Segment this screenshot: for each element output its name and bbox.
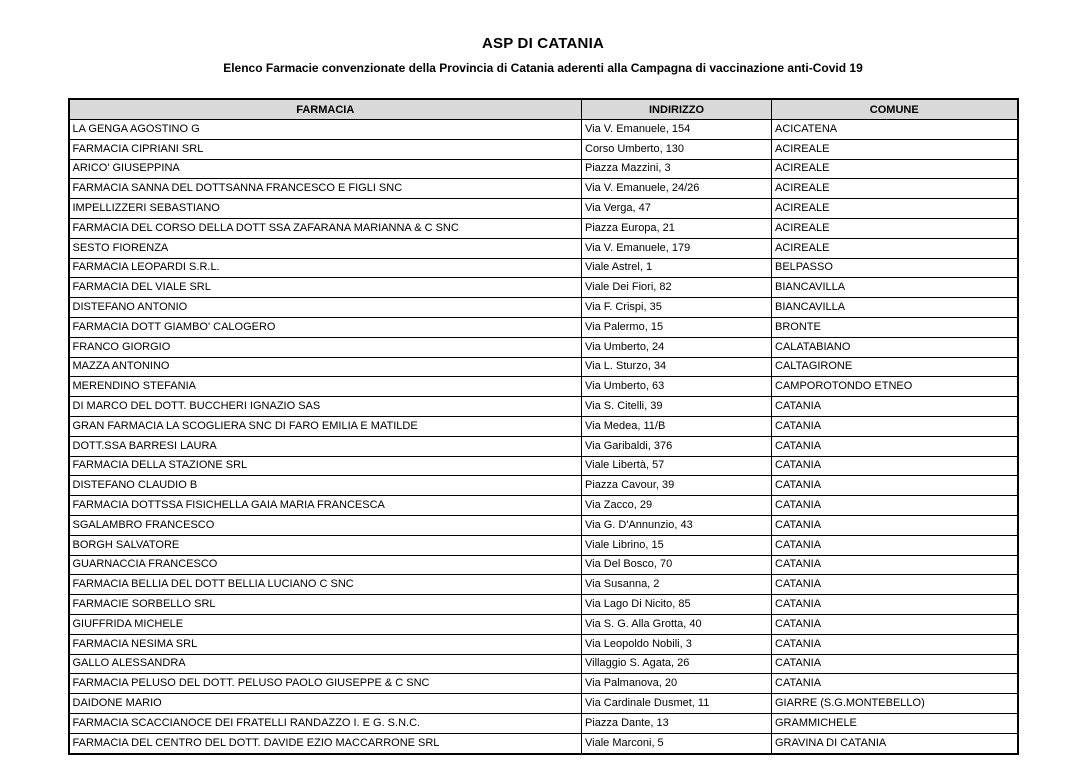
cell-indirizzo: Via S. G. Alla Grotta, 40 bbox=[582, 614, 772, 634]
cell-indirizzo: Via Del Bosco, 70 bbox=[582, 555, 772, 575]
cell-farmacia: GRAN FARMACIA LA SCOGLIERA SNC DI FARO EMILIA E MATILDE bbox=[69, 416, 582, 436]
cell-farmacia: FARMACIA DOTTSSA FISICHELLA GAIA MARIA FRANCESCA bbox=[69, 496, 582, 516]
cell-farmacia: GALLO ALESSANDRA bbox=[69, 654, 582, 674]
table-row bbox=[69, 515, 1018, 535]
table-row bbox=[69, 238, 1018, 258]
table-row bbox=[69, 634, 1018, 654]
cell-farmacia: FARMACIA DEL CORSO DELLA DOTT SSA ZAFARANA MARIANNA & C SNC bbox=[69, 218, 582, 238]
cell-farmacia: DISTEFANO CLAUDIO B bbox=[69, 476, 582, 496]
cell-indirizzo: Viale Librino, 15 bbox=[582, 535, 772, 555]
table-row bbox=[69, 377, 1018, 397]
cell-comune: ACIREALE bbox=[772, 159, 1018, 179]
cell-indirizzo: Via Palermo, 15 bbox=[582, 317, 772, 337]
cell-comune: GRAMMICHELE bbox=[772, 713, 1018, 733]
cell-farmacia: SGALAMBRO FRANCESCO bbox=[69, 515, 582, 535]
pharmacy-table-header bbox=[69, 99, 1018, 120]
cell-comune: CATANIA bbox=[772, 397, 1018, 417]
cell-comune: BRONTE bbox=[772, 317, 1018, 337]
header-row bbox=[69, 99, 1018, 120]
cell-indirizzo: Via Lago Di Nicito, 85 bbox=[582, 595, 772, 615]
cell-farmacia: BORGH SALVATORE bbox=[69, 535, 582, 555]
table-row bbox=[69, 654, 1018, 674]
cell-comune: BELPASSO bbox=[772, 258, 1018, 278]
cell-farmacia: MAZZA ANTONINO bbox=[69, 357, 582, 377]
cell-farmacia: DISTEFANO ANTONIO bbox=[69, 298, 582, 318]
cell-indirizzo: Via Umberto, 63 bbox=[582, 377, 772, 397]
cell-farmacia: FARMACIA SANNA DEL DOTTSANNA FRANCESCO E FIGLI SNC bbox=[69, 179, 582, 199]
cell-farmacia: FARMACIA CIPRIANI SRL bbox=[69, 139, 582, 159]
cell-indirizzo: Via L. Sturzo, 34 bbox=[582, 357, 772, 377]
cell-farmacia: DOTT.SSA BARRESI LAURA bbox=[69, 436, 582, 456]
cell-farmacia: SESTO FIORENZA bbox=[69, 238, 582, 258]
pharmacy-table-body bbox=[69, 120, 1018, 754]
cell-comune: ACIREALE bbox=[772, 139, 1018, 159]
cell-comune: CATANIA bbox=[772, 634, 1018, 654]
cell-comune: CATANIA bbox=[772, 496, 1018, 516]
cell-indirizzo: Corso Umberto, 130 bbox=[582, 139, 772, 159]
cell-comune: CATANIA bbox=[772, 535, 1018, 555]
table-row bbox=[69, 436, 1018, 456]
table-row bbox=[69, 120, 1018, 140]
table-row bbox=[69, 496, 1018, 516]
cell-indirizzo: Via S. Citelli, 39 bbox=[582, 397, 772, 417]
page-title: ASP DI CATANIA bbox=[482, 35, 604, 52]
cell-indirizzo: Via Cardinale Dusmet, 11 bbox=[582, 694, 772, 714]
cell-farmacia: FARMACIA DELLA STAZIONE SRL bbox=[69, 456, 582, 476]
cell-farmacia: FARMACIA LEOPARDI S.R.L. bbox=[69, 258, 582, 278]
cell-indirizzo: Piazza Cavour, 39 bbox=[582, 476, 772, 496]
cell-comune: ACIREALE bbox=[772, 179, 1018, 199]
cell-indirizzo: Via Susanna, 2 bbox=[582, 575, 772, 595]
cell-farmacia: GUARNACCIA FRANCESCO bbox=[69, 555, 582, 575]
page-subtitle: Elenco Farmacie convenzionate della Provincia di Catania aderenti alla Campagna di vaccinazione anti-Covid 19 bbox=[223, 61, 863, 75]
column-header-indirizzo: INDIRIZZO bbox=[582, 99, 772, 120]
cell-farmacia: MERENDINO STEFANIA bbox=[69, 377, 582, 397]
cell-indirizzo: Via Garibaldi, 376 bbox=[582, 436, 772, 456]
table-row bbox=[69, 218, 1018, 238]
cell-indirizzo: Via V. Emanuele, 154 bbox=[582, 120, 772, 140]
cell-indirizzo: Via Leopoldo Nobili, 3 bbox=[582, 634, 772, 654]
cell-indirizzo: Piazza Europa, 21 bbox=[582, 218, 772, 238]
table-row bbox=[69, 397, 1018, 417]
table-row bbox=[69, 476, 1018, 496]
pharmacy-table bbox=[68, 98, 1019, 755]
column-header-comune: COMUNE bbox=[772, 99, 1018, 120]
cell-comune: CATANIA bbox=[772, 614, 1018, 634]
table-row bbox=[69, 298, 1018, 318]
cell-farmacia: FRANCO GIORGIO bbox=[69, 337, 582, 357]
table-row bbox=[69, 179, 1018, 199]
cell-comune: ACICATENA bbox=[772, 120, 1018, 140]
cell-indirizzo: Via Palmanova, 20 bbox=[582, 674, 772, 694]
table-row bbox=[69, 535, 1018, 555]
cell-indirizzo: Piazza Mazzini, 3 bbox=[582, 159, 772, 179]
column-header-farmacia: FARMACIA bbox=[69, 99, 582, 120]
table-row bbox=[69, 159, 1018, 179]
cell-farmacia: FARMACIA DOTT GIAMBO' CALOGERO bbox=[69, 317, 582, 337]
cell-indirizzo: Villaggio S. Agata, 26 bbox=[582, 654, 772, 674]
cell-comune: CATANIA bbox=[772, 515, 1018, 535]
cell-farmacia: FARMACIA SCACCIANOCE DEI FRATELLI RANDAZZO I. E G. S.N.C. bbox=[69, 713, 582, 733]
cell-farmacia: FARMACIA BELLIA DEL DOTT BELLIA LUCIANO C SNC bbox=[69, 575, 582, 595]
table-row bbox=[69, 357, 1018, 377]
table-row bbox=[69, 337, 1018, 357]
cell-indirizzo: Via Umberto, 24 bbox=[582, 337, 772, 357]
cell-comune: ACIREALE bbox=[772, 199, 1018, 219]
cell-farmacia: FARMACIE SORBELLO SRL bbox=[69, 595, 582, 615]
cell-comune: CATANIA bbox=[772, 555, 1018, 575]
table-row bbox=[69, 733, 1018, 753]
cell-indirizzo: Via V. Emanuele, 179 bbox=[582, 238, 772, 258]
cell-farmacia: ARICO' GIUSEPPINA bbox=[69, 159, 582, 179]
cell-farmacia: IMPELLIZZERI SEBASTIANO bbox=[69, 199, 582, 219]
cell-comune: GIARRE (S.G.MONTEBELLO) bbox=[772, 694, 1018, 714]
cell-comune: GRAVINA DI CATANIA bbox=[772, 733, 1018, 753]
cell-comune: ACIREALE bbox=[772, 218, 1018, 238]
cell-comune: CATANIA bbox=[772, 674, 1018, 694]
cell-farmacia: FARMACIA DEL CENTRO DEL DOTT. DAVIDE EZIO MACCARRONE SRL bbox=[69, 733, 582, 753]
cell-comune: CATANIA bbox=[772, 654, 1018, 674]
cell-farmacia: DAIDONE MARIO bbox=[69, 694, 582, 714]
cell-comune: BIANCAVILLA bbox=[772, 298, 1018, 318]
cell-comune: CATANIA bbox=[772, 476, 1018, 496]
table-row bbox=[69, 614, 1018, 634]
cell-comune: CATANIA bbox=[772, 575, 1018, 595]
cell-indirizzo: Via G. D'Annunzio, 43 bbox=[582, 515, 772, 535]
table-row bbox=[69, 456, 1018, 476]
cell-indirizzo: Viale Marconi, 5 bbox=[582, 733, 772, 753]
cell-comune: BIANCAVILLA bbox=[772, 278, 1018, 298]
cell-comune: CATANIA bbox=[772, 595, 1018, 615]
table-row bbox=[69, 139, 1018, 159]
table-row bbox=[69, 258, 1018, 278]
cell-indirizzo: Via V. Emanuele, 24/26 bbox=[582, 179, 772, 199]
cell-farmacia: GIUFFRIDA MICHELE bbox=[69, 614, 582, 634]
cell-indirizzo: Via F. Crispi, 35 bbox=[582, 298, 772, 318]
cell-farmacia: FARMACIA PELUSO DEL DOTT. PELUSO PAOLO GIUSEPPE & C SNC bbox=[69, 674, 582, 694]
cell-comune: CATANIA bbox=[772, 436, 1018, 456]
cell-indirizzo: Piazza Dante, 13 bbox=[582, 713, 772, 733]
table-row bbox=[69, 694, 1018, 714]
cell-farmacia: DI MARCO DEL DOTT. BUCCHERI IGNAZIO SAS bbox=[69, 397, 582, 417]
cell-indirizzo: Viale Astrel, 1 bbox=[582, 258, 772, 278]
cell-indirizzo: Viale Dei Fiori, 82 bbox=[582, 278, 772, 298]
cell-comune: CATANIA bbox=[772, 416, 1018, 436]
cell-comune: CALATABIANO bbox=[772, 337, 1018, 357]
cell-comune: ACIREALE bbox=[772, 238, 1018, 258]
cell-indirizzo: Via Medea, 11/B bbox=[582, 416, 772, 436]
table-row bbox=[69, 199, 1018, 219]
cell-indirizzo: Viale Libertà, 57 bbox=[582, 456, 772, 476]
table-row bbox=[69, 555, 1018, 575]
cell-farmacia: FARMACIA DEL VIALE SRL bbox=[69, 278, 582, 298]
cell-farmacia: FARMACIA NESIMA SRL bbox=[69, 634, 582, 654]
cell-indirizzo: Via Verga, 47 bbox=[582, 199, 772, 219]
cell-indirizzo: Via Zacco, 29 bbox=[582, 496, 772, 516]
table-row bbox=[69, 595, 1018, 615]
cell-comune: CAMPOROTONDO ETNEO bbox=[772, 377, 1018, 397]
table-row bbox=[69, 674, 1018, 694]
table-row bbox=[69, 317, 1018, 337]
cell-comune: CALTAGIRONE bbox=[772, 357, 1018, 377]
cell-comune: CATANIA bbox=[772, 456, 1018, 476]
cell-farmacia: LA GENGA AGOSTINO G bbox=[69, 120, 582, 140]
table-row bbox=[69, 416, 1018, 436]
table-row bbox=[69, 278, 1018, 298]
table-row bbox=[69, 575, 1018, 595]
table-row bbox=[69, 713, 1018, 733]
